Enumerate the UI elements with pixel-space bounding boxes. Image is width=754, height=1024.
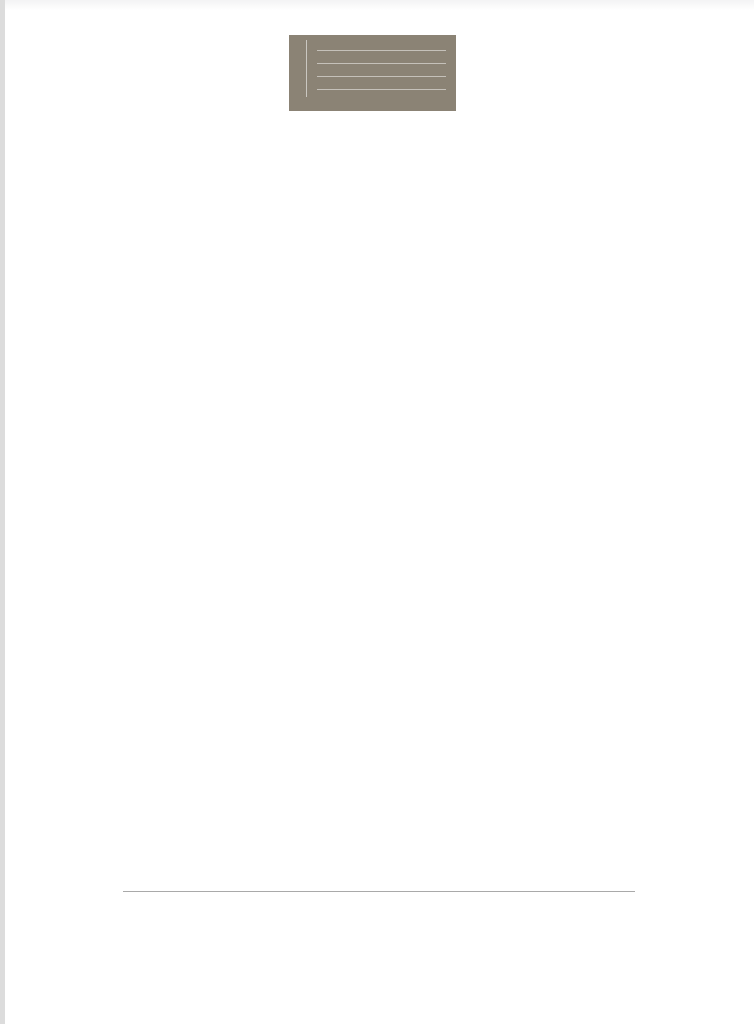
qr-code (51, 946, 118, 1013)
logo-name-row (313, 57, 446, 70)
law-firm-address-footer (123, 891, 635, 895)
law-firm-logo (289, 35, 456, 111)
logo-name-row (313, 44, 446, 57)
logo-name-row (313, 83, 446, 96)
scan-shadow (5, 0, 754, 10)
ementa-block (218, 200, 632, 212)
logo-name-row (313, 70, 446, 83)
scan-edge (0, 0, 5, 1024)
document-body (125, 430, 632, 431)
logo-vertical-line (306, 40, 307, 97)
